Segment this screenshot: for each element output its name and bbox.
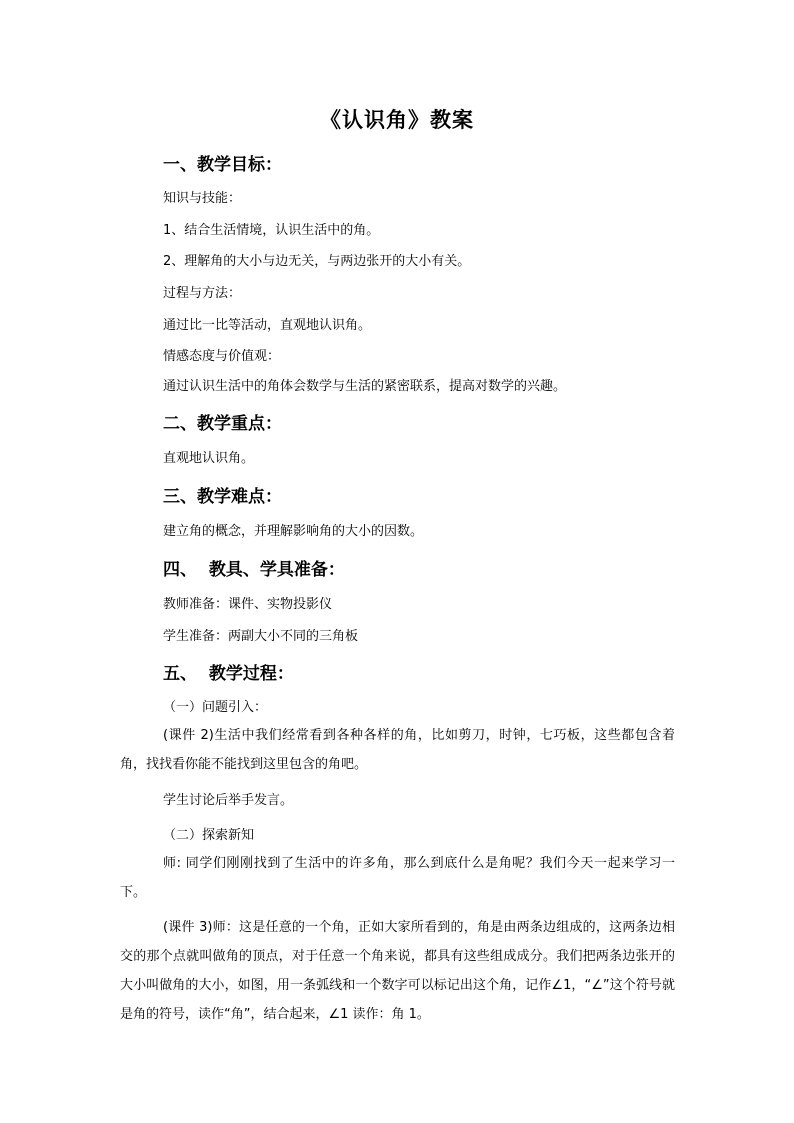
- explore-paragraph: (课件 3)师：这是任意的一个角，正如大家所看到的，角是由两条边组成的，这两条边相交的那个点就叫做角的顶点，对于任意一个角来说，都具有这些组成成分。我们把两条边张开的大小叫做角的大小，如图，用一条弧线和一个数字可以标记出这个角，记作∠1，“∠”这个符号就是角的符号，读作“角”，结合起来，∠1 读作：角 1。: [120, 920, 675, 1022]
- document-title: 《认识角》教案: [320, 108, 474, 132]
- materials-line: 学生准备：两副大小不同的三角板: [163, 629, 359, 644]
- key-points-line: 直观地认识角。: [163, 451, 255, 466]
- section-heading-key-points: 二、教学重点：: [163, 414, 282, 434]
- objectives-line: 2、理解角的大小与边无关，与两边张开的大小有关。: [163, 254, 471, 269]
- section-heading-objectives: 一、教学目标：: [163, 155, 282, 175]
- subsection-label-explore: （二）探索新知: [163, 828, 255, 843]
- difficulties-line: 建立角的概念，并理解影响角的大小的因数。: [163, 524, 424, 539]
- objectives-line: 通过比一比等活动，直观地认识角。: [163, 318, 372, 333]
- objectives-line: 通过认识生活中的角体会数学与生活的紧密联系，提高对数学的兴趣。: [163, 379, 567, 394]
- subsection-label-intro: （一）问题引入：: [163, 700, 268, 715]
- intro-paragraph: (课件 2)生活中我们经常看到各种各样的角，比如剪刀，时钟，七巧板，这些都包含着角，找找看你能不能找到这里包含的角吧。: [120, 728, 675, 772]
- explore-paragraph: 师: 同学们刚刚找到了生活中的许多角，那么到底什么是角呢？我们今天一起来学习一下。: [120, 856, 675, 900]
- materials-line: 教师准备：课件、实物投影仪: [163, 597, 333, 612]
- objectives-line: 情感态度与价值观：: [163, 349, 281, 364]
- objectives-line: 1、结合生活情境，认识生活中的角。: [163, 223, 380, 238]
- section-heading-difficulties: 三、教学难点：: [163, 487, 282, 507]
- section-heading-process: 五、 教学过程：: [163, 664, 294, 684]
- objectives-line: 过程与方法：: [163, 286, 242, 301]
- objectives-line: 知识与技能：: [163, 191, 242, 206]
- intro-paragraph: 学生讨论后举手发言。: [163, 793, 294, 808]
- section-heading-materials: 四、 教具、学具准备：: [163, 560, 345, 580]
